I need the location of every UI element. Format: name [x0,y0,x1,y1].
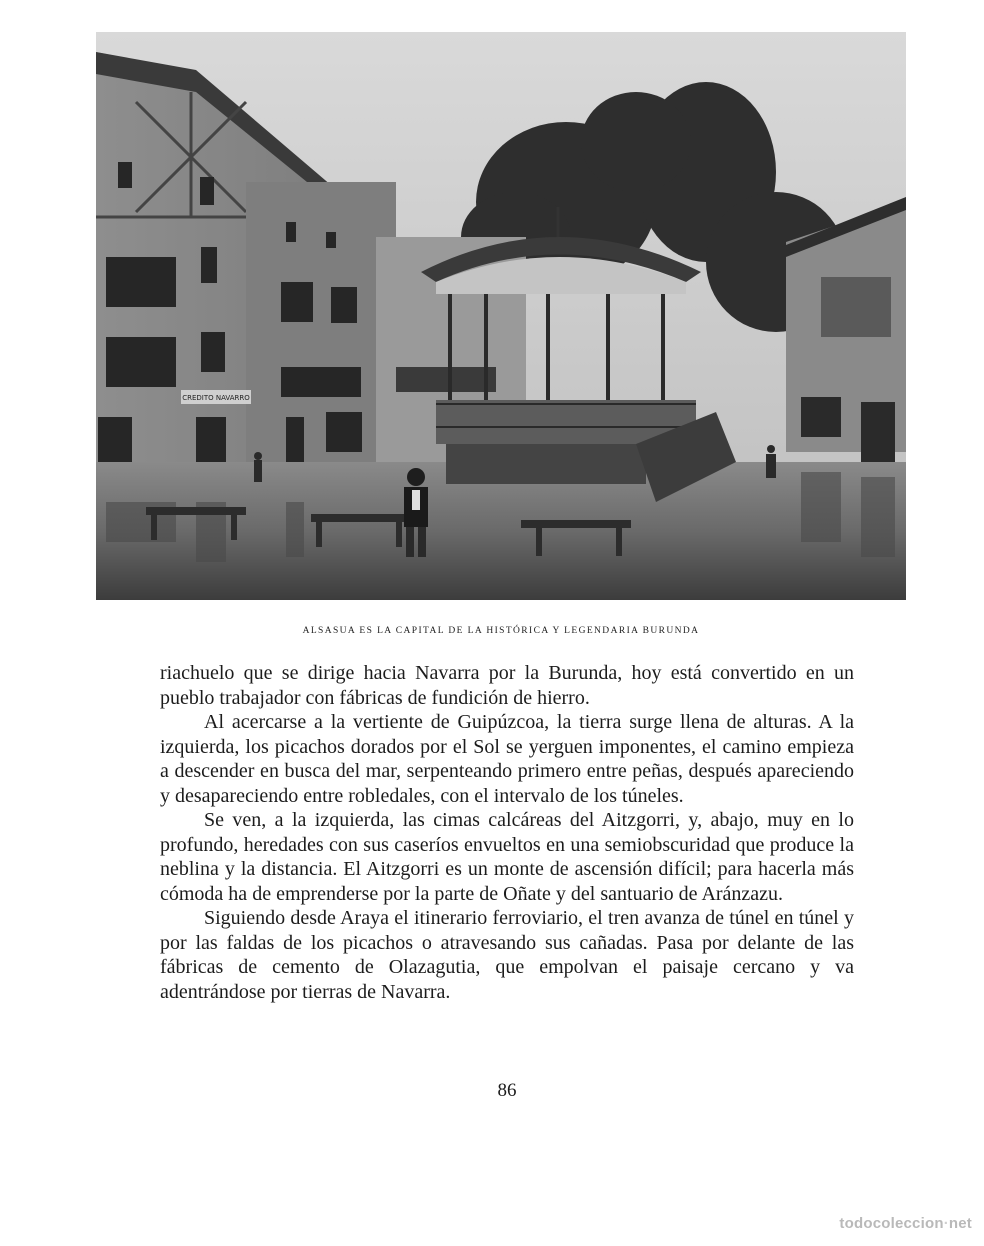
page-number: 86 [497,1080,517,1101]
body-text [160,661,854,1004]
watermark-suffix: net [948,1215,972,1232]
town-square-photo [96,32,906,600]
photograph-image [96,32,906,600]
photo-caption: ALSASUA ES LA CAPITAL DE LA HISTÓRICA Y LEGENDARIA BURUNDA [302,626,700,636]
watermark-dot: · [943,1215,949,1232]
watermark-prefix: todocoleccion [839,1215,944,1232]
watermark [839,1215,972,1232]
paragraph: Al acercarse a la vertiente de Guipúzcoa, la tierra surge llena de alturas. A la izquierda, los picachos dorados por el Sol se yerguen imponentes, el camino empieza a descender en busca del mar, serpenteando primero entre peñas, después apareciendo y desapareciendo entre robledales, con el intervalo de los túneles. [160,711,854,807]
credito-navarro-sign: CREDITO NAVARRO [182,394,250,402]
paragraph: Se ven, a la izquierda, las cimas calcáreas del Aitzgorri, y, abajo, muy en lo profundo, heredades con sus caseríos envueltos en una semiobscuridad que produce la neblina y la distancia. El Aitzgorri es un monte de ascensión difícil; para hacerla más cómoda ha de emprenderse por la parte de Oñate y del santuario de Aránzazu. [160,809,854,905]
paragraph: Siguiendo desde Araya el itinerario ferroviario, el tren avanza de túnel en túnel y por las faldas de los picachos o atravesando sus cañadas. Pasa por delante de las fábricas de cemento de Olazagutia, que empolvan el paisaje cercano y va adentrándose por tierras de Navarra. [160,907,854,1003]
paragraph: riachuelo que se dirige hacia Navarra por la Burunda, hoy está convertido en un pueblo trabajador con fábricas de fundición de hierro. [160,662,854,709]
